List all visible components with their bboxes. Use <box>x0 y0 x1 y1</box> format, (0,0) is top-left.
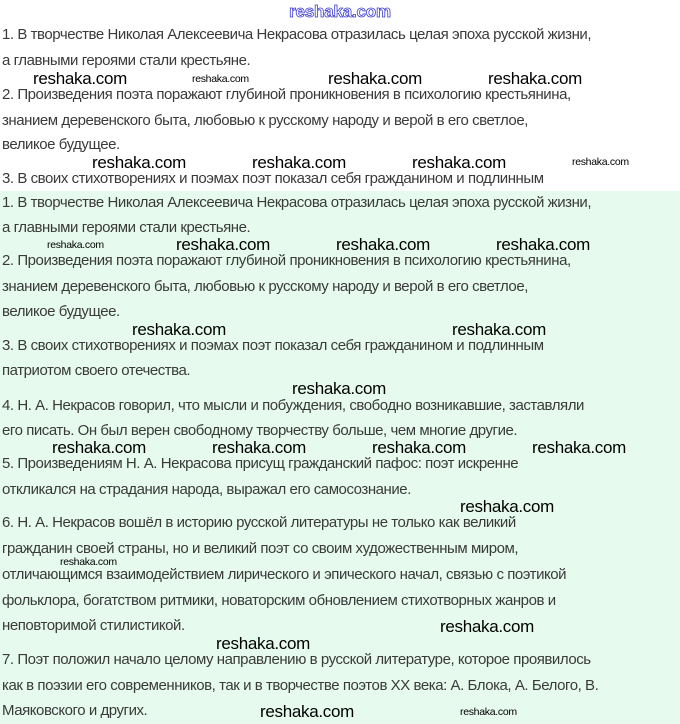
watermark: reshaka.com <box>52 438 147 457</box>
watermark: reshaka.com <box>292 379 387 398</box>
watermark: reshaka.com <box>452 320 547 339</box>
watermark: reshaka.com <box>192 73 249 85</box>
watermark: reshaka.com <box>33 69 128 88</box>
text-line: его писать. Он был верен свободному творчеству больше, чем многие другие. <box>2 422 518 439</box>
text-line: 5. Произведениям Н. А. Некрасова присущ гражданский пафос: поэт искренне <box>2 455 519 472</box>
watermark: reshaka.com <box>92 153 187 172</box>
text-line: 1. В творчестве Николая Алексеевича Некрасова отразилась целая эпоха русской жизни, <box>2 26 592 43</box>
watermark: reshaka.com <box>176 235 271 254</box>
text-line: 7. Поэт положил начало целому направлению в русской литературе, которое проявилось <box>2 651 591 668</box>
watermark: reshaka.com <box>440 617 535 636</box>
text-line: великое будущее. <box>2 136 120 153</box>
text-line: 2. Произведения поэта поражают глубиной проникновения в психологию крестьянина, <box>2 86 571 103</box>
text-line: 3. В своих стихотворениях и поэмах поэт показал себя гражданином и подлинным <box>2 337 544 354</box>
text-line: 6. Н. А. Некрасов вошёл в историю русской литературы не только как великий <box>2 514 516 531</box>
text-line: отличающимся взаимодействием лирического и эпического начал, связью с поэтикой <box>2 566 567 583</box>
watermark: reshaka.com <box>460 706 517 718</box>
watermark: reshaka.com <box>260 702 355 721</box>
text-line: знанием деревенского быта, любовью к русскому народу и верой в его светлое, <box>2 112 528 129</box>
text-line: как в поэзии его современников, так и в творчестве поэтов XX века: А. Блока, А. Белого, В. <box>2 677 599 694</box>
text-line: а главными героями стали крестьяне. <box>2 52 251 69</box>
watermark: reshaka.com <box>412 153 507 172</box>
watermark: reshaka.com <box>132 320 227 339</box>
text-line: великое будущее. <box>2 303 120 320</box>
watermark: reshaka.com <box>372 438 467 457</box>
text-line: Маяковского и других. <box>2 702 148 719</box>
watermark: reshaka.com <box>60 556 117 568</box>
watermark: reshaka.com <box>328 69 423 88</box>
watermark: reshaka.com <box>532 438 627 457</box>
watermark: reshaka.com <box>47 239 104 251</box>
text-line: 2. Произведения поэта поражают глубиной проникновения в психологию крестьянина, <box>2 252 571 269</box>
watermark: reshaka.com <box>460 497 555 516</box>
text-line: неповторимой стилистикой. <box>2 617 185 634</box>
text-line: фольклора, богатством ритмики, новаторским обновлением стихотворных жанров и <box>2 592 556 609</box>
text-line: 3. В своих стихотворениях и поэмах поэт показал себя гражданином и подлинным <box>2 170 544 187</box>
text-line: 1. В творчестве Николая Алексеевича Некрасова отразилась целая эпоха русской жизни, <box>2 194 592 211</box>
text-line: гражданин своей страны, но и великий поэт со своим художественным миром, <box>2 540 519 557</box>
text-line: 4. Н. А. Некрасов говорил, что мысли и побуждения, свободно возникавшие, заставляли <box>2 397 584 414</box>
watermark: reshaka.com <box>488 69 583 88</box>
site-header-logo[interactable]: reshaka.com <box>289 2 391 21</box>
watermark: reshaka.com <box>252 153 347 172</box>
watermark: reshaka.com <box>216 634 311 653</box>
text-line: знанием деревенского быта, любовью к русскому народу и верой в его светлое, <box>2 278 528 295</box>
watermark: reshaka.com <box>212 438 307 457</box>
watermark: reshaka.com <box>496 235 591 254</box>
watermark: reshaka.com <box>572 156 629 168</box>
text-line: откликался на страдания народа, выражал его самосознание. <box>2 481 411 498</box>
text-line: патриотом своего отечества. <box>2 362 191 379</box>
watermark: reshaka.com <box>336 235 431 254</box>
text-line: а главными героями стали крестьяне. <box>2 219 251 236</box>
